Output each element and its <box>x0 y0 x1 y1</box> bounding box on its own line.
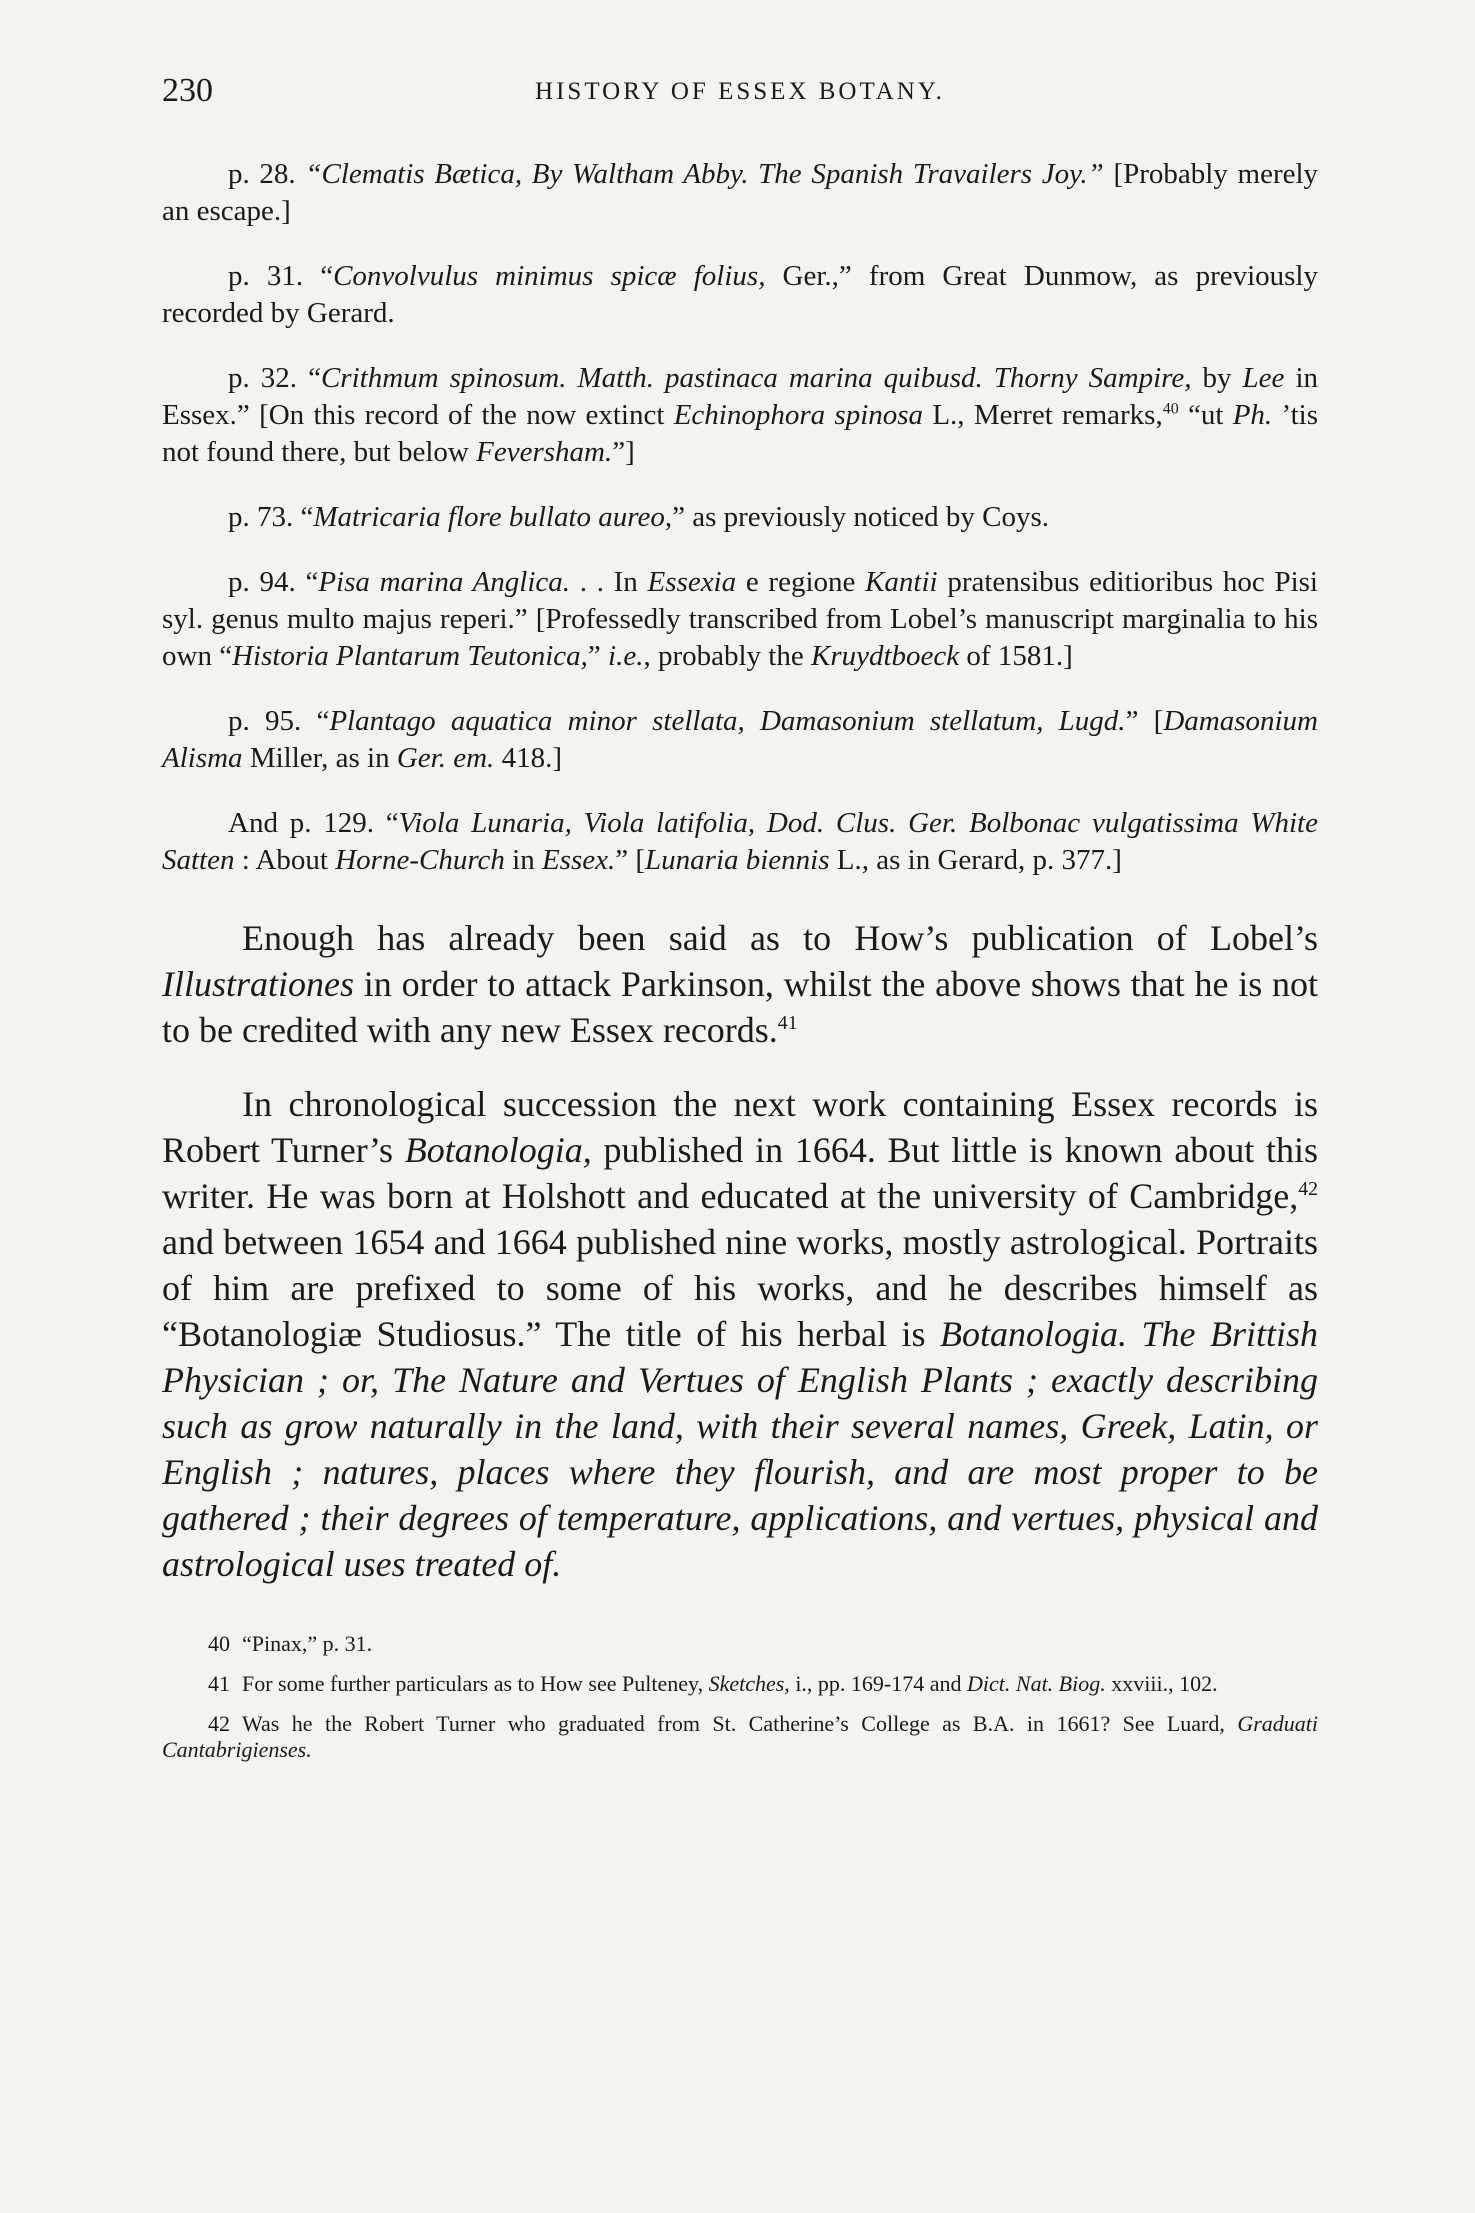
quote-mark: “ <box>385 807 399 839</box>
paragraph-text: published in 1664. But little is known about this writer. He was born at Holshott and educated at the university of Cambridge, <box>162 1130 1319 1216</box>
entry-ref: p. 31. <box>228 260 304 292</box>
entry-note: 418.] <box>494 742 562 774</box>
entry-note: ” [ <box>615 844 646 876</box>
entry-ref: p. 28. <box>228 158 296 190</box>
book-title: Kruydtboeck <box>810 640 960 672</box>
entry-quote: Convolvulus minimus spicæ folius, <box>333 260 766 292</box>
entry-quote: “Clematis Bætica, By Waltham Abby. The Spanish Travailers Joy.” <box>305 158 1104 190</box>
footnote-ref[interactable]: 40 <box>1162 400 1179 418</box>
footnote-text: Was he the Robert Turner who graduated from St. Catherine’s College as B.A. in 1661? See Luard, <box>242 1711 1238 1736</box>
entry-text: , probably the <box>643 640 811 672</box>
footnote-text: For some further particulars as to How see Pulteney, <box>242 1671 709 1696</box>
record-entry-p94 <box>162 564 1318 675</box>
entry-quote: Plantago aquatica minor stellata, Damasonium stellatum, Lugd. <box>329 705 1126 737</box>
place-name: Essexia <box>647 566 737 598</box>
record-entry-p28 <box>162 156 1318 230</box>
entry-text: pratensibus editioribus hoc Pisi syl. genus multo majus reperi.” [Professedly transcribed from Lobel’s manuscript marginalia to his own “ <box>162 566 1318 672</box>
body-paragraph <box>162 915 1318 1053</box>
paragraph-text: in order to attack Parkinson, whilst the above shows that he is not to be credited with any new Essex records. <box>162 964 1318 1050</box>
entry-text: ” <box>587 640 609 672</box>
entry-text: of 1581.] <box>959 640 1073 672</box>
quote-mark: “ <box>305 566 319 598</box>
footnote-text: xxviii., 102. <box>1105 1671 1218 1696</box>
place-name: Kantii <box>865 566 938 598</box>
entry-text: in <box>504 844 542 876</box>
page-header <box>162 72 1318 118</box>
abbreviation: Ger. em. <box>396 742 495 774</box>
footnote-40 <box>162 1631 1318 1657</box>
entry-note: Miller, as in <box>242 742 397 774</box>
species-name: Echinophora spinosa <box>673 399 924 431</box>
record-entry-p31 <box>162 258 1318 332</box>
footnotes <box>162 1631 1318 1763</box>
book-title: Dict. Nat. Biog. <box>967 1671 1106 1696</box>
species-name: Lunaria biennis <box>645 844 830 876</box>
footnote-number: 40 <box>208 1631 230 1656</box>
entry-note: Ger.,” from Great Dunmow, as previously recorded by Gerard. <box>162 260 1318 329</box>
paragraph-text: and between 1654 and 1664 published nine works, mostly astrological. Portraits of him are prefixed to some of his works, and he describes himself as “Botanologiæ Studiosus.” The title of his herbal is <box>162 1222 1318 1354</box>
footnote-text: i., pp. 169-174 and <box>789 1671 968 1696</box>
book-title: Botanologia. The Brittish Physician ; or, The Nature and Vertues of English Plants ; exactly describing such as grow naturally in the land, with their several names, Greek, Latin, or English ; natures, places where they flourish, and are most proper to be gathered ; their degrees of temperature, applications, and vertues, physical and astrological uses treated of. <box>162 1314 1319 1584</box>
quote-mark: “ <box>316 705 330 737</box>
footnote-text: “Pinax,” p. 31. <box>242 1631 373 1656</box>
entry-note: ’tis not found there, but below <box>162 399 1318 468</box>
author-name: Lee <box>1242 362 1285 394</box>
footnote-41 <box>162 1671 1318 1697</box>
entry-note: L., as in Gerard, p. 377.] <box>829 844 1122 876</box>
place-name: Feversham. <box>476 436 613 468</box>
entry-text: : About <box>234 844 336 876</box>
entry-ref: p. 94. <box>228 566 296 598</box>
footnote-ref[interactable]: 42 <box>1298 1178 1318 1200</box>
entry-note: “ut <box>1178 399 1233 431</box>
paragraph-text: Enough has already been said as to How’s publication of Lobel’s <box>242 918 1318 958</box>
entry-text: . . In <box>570 566 648 598</box>
body-paragraph <box>162 1081 1318 1587</box>
entry-note: L., Merret remarks, <box>923 399 1163 431</box>
quote-mark: “ <box>320 260 334 292</box>
place-name: Horne-Church <box>335 844 505 876</box>
paragraph-text: In chronological succession the next work containing Essex records is Robert Turner’s <box>162 1084 1318 1170</box>
entry-text: e regione <box>736 566 866 598</box>
entry-note: [On this record of the now extinct <box>249 399 674 431</box>
book-title: Illustrationes <box>162 964 355 1004</box>
entry-quote: Viola Lunaria, Viola latifolia, Dod. Clus. Ger. Bolbonac vulgatissima White Satten <box>162 807 1318 876</box>
footnote-42 <box>162 1711 1318 1763</box>
quote-mark: “ <box>300 501 314 533</box>
book-title: Botanologia, <box>404 1130 592 1170</box>
entry-note: [Probably merely an escape.] <box>162 158 1319 227</box>
entry-quote: Matricaria flore bullato aureo, <box>313 501 673 533</box>
record-entry-p95 <box>162 703 1318 777</box>
entry-text: in Essex.” <box>162 362 1319 431</box>
quote-mark: ” <box>1125 705 1139 737</box>
entry-text: by <box>1191 362 1243 394</box>
entry-ref: p. 73. <box>228 501 294 533</box>
book-title: Sketches, <box>708 1671 790 1696</box>
species-name: Damasonium Alisma <box>162 705 1318 774</box>
entry-note: ”] <box>612 436 635 468</box>
record-entry-p129 <box>162 805 1318 879</box>
entry-ref: p. 32. <box>228 362 298 394</box>
entry-note: ” as previously noticed by Coys. <box>672 501 1050 533</box>
running-head: HISTORY OF ESSEX BOTANY. <box>535 78 945 105</box>
footnote-number: 42 <box>208 1711 230 1736</box>
abbreviation: i.e. <box>608 640 644 672</box>
entry-quote: Pisa marina Anglica. <box>318 566 571 598</box>
record-entry-p32 <box>162 360 1318 471</box>
quote-mark: “ <box>308 362 321 394</box>
book-title: Graduati Cantabrigienses. <box>162 1711 1318 1762</box>
entry-quote: Crithmum spinosum. Matth. pastinaca marina quibusd. Thorny Sampire, <box>320 362 1192 394</box>
record-entry-p73 <box>162 499 1318 536</box>
entry-ref: p. 95. <box>228 705 302 737</box>
book-title: Historia Plantarum Teutonica, <box>232 640 588 672</box>
place-name: Essex. <box>541 844 616 876</box>
book-page <box>162 72 1318 1777</box>
footnote-ref[interactable]: 41 <box>777 1012 798 1034</box>
footnote-number: 41 <box>208 1671 230 1696</box>
abbreviation: Ph. <box>1232 399 1273 431</box>
entry-note: [ <box>1138 705 1164 737</box>
page-number: 230 <box>162 72 213 109</box>
entry-ref: And p. 129. <box>228 807 374 839</box>
